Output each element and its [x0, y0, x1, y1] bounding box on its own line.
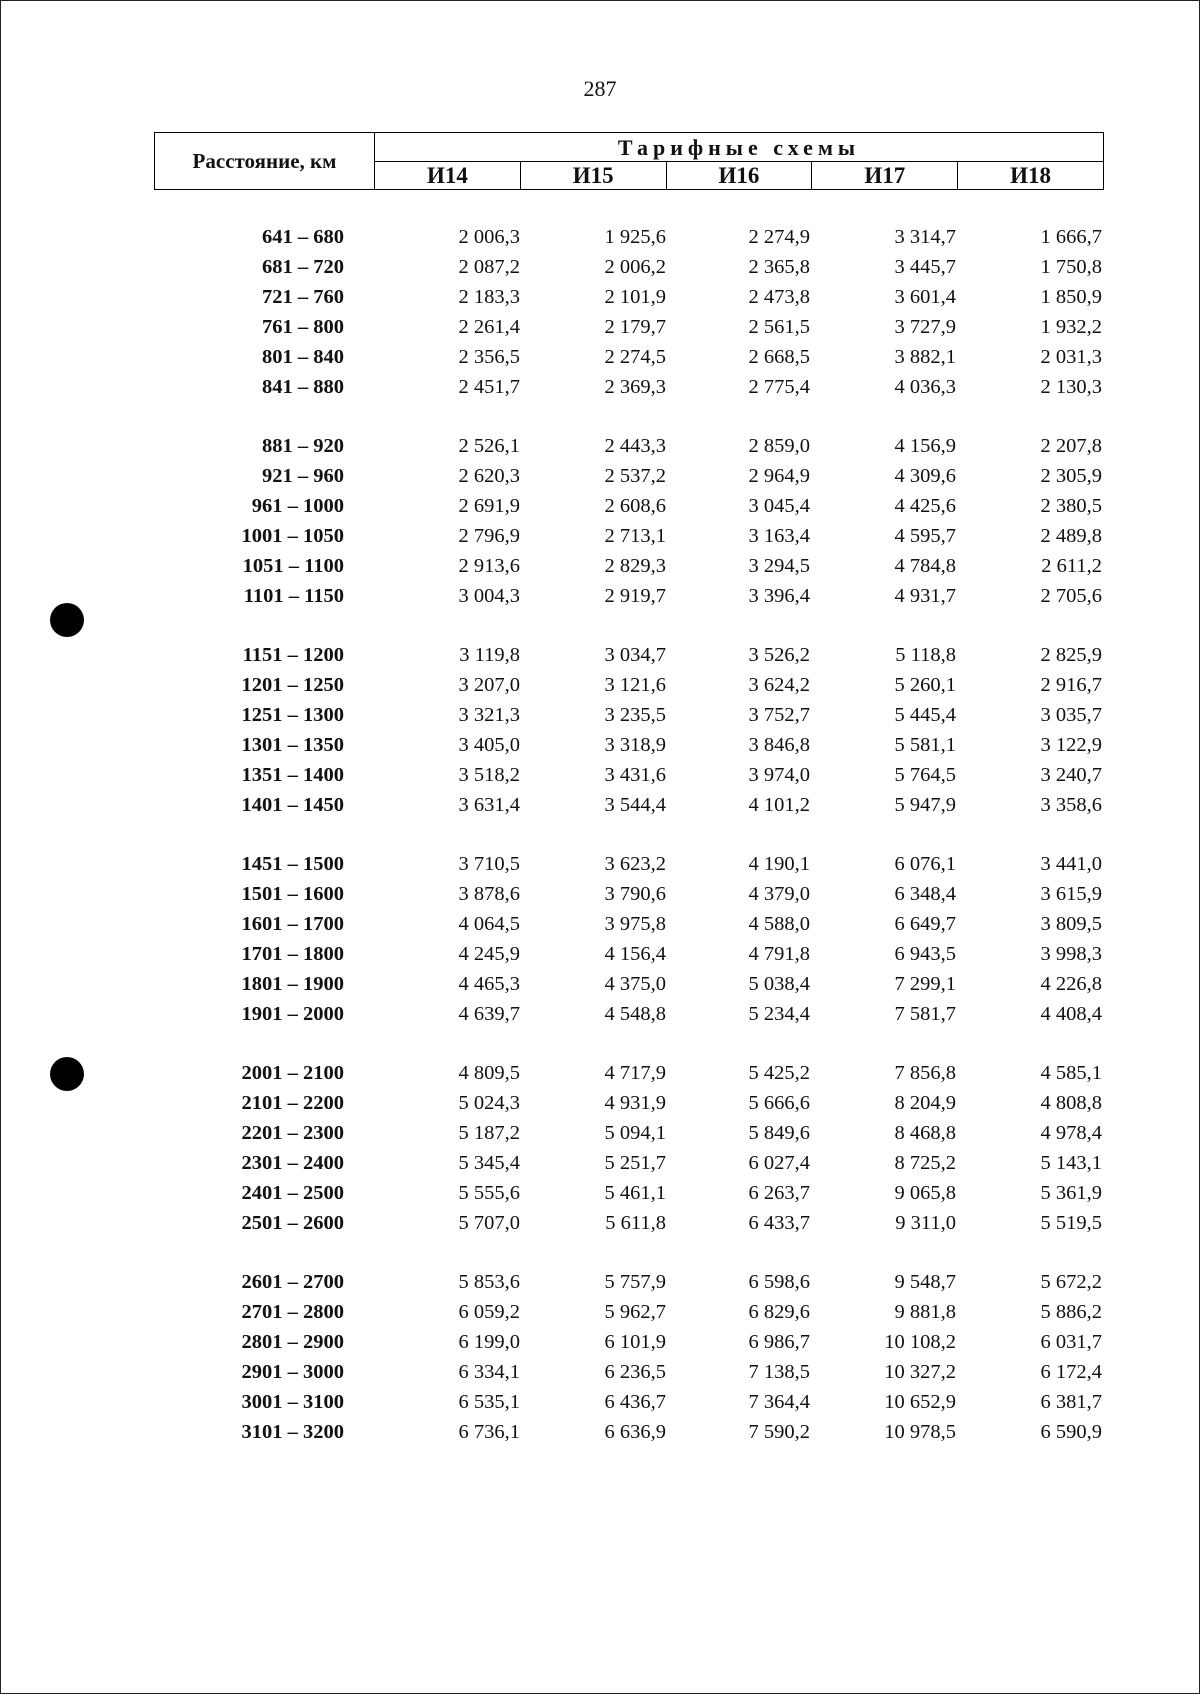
table-row	[154, 939, 1104, 969]
table-row	[154, 670, 1104, 700]
tariff-value: 3 809,5	[1040, 913, 1102, 935]
tariff-value: 5 672,2	[1040, 1271, 1102, 1293]
tariff-value: 4 375,0	[604, 973, 666, 995]
table-row	[154, 551, 1104, 581]
distance-range: 1451 – 1500	[241, 853, 344, 875]
tariff-value: 5 853,6	[458, 1271, 520, 1293]
row-group	[154, 431, 1104, 611]
tariff-value: 2 829,3	[604, 555, 666, 577]
tariff-value: 6 436,7	[604, 1391, 666, 1413]
table-row	[154, 1417, 1104, 1447]
tariff-value: 2 274,9	[748, 226, 810, 248]
table-row	[154, 1178, 1104, 1208]
tariff-value: 2 369,3	[604, 376, 666, 398]
table-row	[154, 700, 1104, 730]
tariff-value: 7 590,2	[748, 1421, 810, 1443]
tariff-value: 2 006,2	[604, 256, 666, 278]
table-row	[154, 909, 1104, 939]
punch-hole-upper	[50, 603, 84, 637]
tariff-value: 2 919,7	[604, 585, 666, 607]
tariff-value: 5 143,1	[1040, 1152, 1102, 1174]
table-row	[154, 1148, 1104, 1178]
tariff-value: 2 207,8	[1040, 435, 1102, 457]
distance-range: 1151 – 1200	[242, 644, 344, 666]
tariff-value: 5 757,9	[604, 1271, 666, 1293]
tariff-value: 3 878,6	[458, 883, 520, 905]
tariff-value: 10 652,9	[884, 1391, 956, 1413]
column-header: И15	[521, 162, 667, 189]
table-row	[154, 640, 1104, 670]
tariff-value: 3 321,3	[458, 704, 520, 726]
tariff-value: 2 620,3	[458, 465, 520, 487]
tariff-value: 6 334,1	[458, 1361, 520, 1383]
tariff-value: 4 036,3	[894, 376, 956, 398]
tariff-value: 3 318,9	[604, 734, 666, 756]
tariff-value: 4 309,6	[894, 465, 956, 487]
tariff-value: 1 932,2	[1040, 316, 1102, 338]
tariff-value: 2 101,9	[604, 286, 666, 308]
table-row	[154, 879, 1104, 909]
tariff-value: 4 717,9	[604, 1062, 666, 1084]
tariff-value: 3 314,7	[894, 226, 956, 248]
tariff-value: 5 581,1	[894, 734, 956, 756]
table-row	[154, 790, 1104, 820]
tariff-value: 4 808,8	[1040, 1092, 1102, 1114]
distance-range: 1351 – 1400	[241, 764, 344, 786]
row-group	[154, 1058, 1104, 1238]
tariff-value: 2 775,4	[748, 376, 810, 398]
tariff-value: 4 190,1	[748, 853, 810, 875]
row-group	[154, 222, 1104, 402]
tariff-value: 1 850,9	[1040, 286, 1102, 308]
tariff-value: 2 305,9	[1040, 465, 1102, 487]
distance-range: 721 – 760	[262, 286, 344, 308]
tariff-value: 5 118,8	[895, 644, 956, 666]
tariff-value: 2 451,7	[458, 376, 520, 398]
tariff-value: 6 101,9	[604, 1331, 666, 1353]
distance-range: 1801 – 1900	[241, 973, 344, 995]
tariff-value: 4 245,9	[458, 943, 520, 965]
tariff-schemes-header: Тарифные схемы	[375, 133, 1103, 162]
distance-range: 801 – 840	[262, 346, 344, 368]
tariff-value: 2 130,3	[1040, 376, 1102, 398]
distance-range: 1051 – 1100	[242, 555, 344, 577]
tariff-value: 2 691,9	[458, 495, 520, 517]
tariff-value: 2 964,9	[748, 465, 810, 487]
tariff-value: 4 226,8	[1040, 973, 1102, 995]
tariff-value: 6 027,4	[748, 1152, 810, 1174]
tariff-value: 3 163,4	[748, 525, 810, 547]
tariff-value: 2 031,3	[1040, 346, 1102, 368]
table-row	[154, 372, 1104, 402]
tariff-value: 3 624,2	[748, 674, 810, 696]
table-row	[154, 1297, 1104, 1327]
column-header: И14	[375, 162, 521, 189]
tariff-value: 4 978,4	[1040, 1122, 1102, 1144]
tariff-value: 3 601,4	[894, 286, 956, 308]
distance-range: 2701 – 2800	[241, 1301, 344, 1323]
tariff-value: 3 974,0	[748, 764, 810, 786]
tariff-value: 2 365,8	[748, 256, 810, 278]
row-group	[154, 849, 1104, 1029]
row-group	[154, 640, 1104, 820]
distance-range: 2501 – 2600	[241, 1212, 344, 1234]
tariff-table-body	[154, 222, 1104, 1476]
tariff-value: 6 381,7	[1040, 1391, 1102, 1413]
distance-range: 921 – 960	[262, 465, 344, 487]
distance-range: 881 – 920	[262, 435, 344, 457]
column-header: И16	[667, 162, 813, 189]
distance-range: 1501 – 1600	[241, 883, 344, 905]
tariff-value: 5 461,1	[604, 1182, 666, 1204]
tariff-value: 6 829,6	[748, 1301, 810, 1323]
table-header	[154, 132, 1104, 190]
tariff-value: 5 962,7	[604, 1301, 666, 1323]
tariff-value: 3 518,2	[458, 764, 520, 786]
distance-range: 961 – 1000	[251, 495, 344, 517]
tariff-value: 1 750,8	[1040, 256, 1102, 278]
tariff-value: 5 038,4	[748, 973, 810, 995]
tariff-value: 3 235,5	[604, 704, 666, 726]
tariff-value: 5 947,9	[894, 794, 956, 816]
distance-range: 1701 – 1800	[241, 943, 344, 965]
tariff-value: 9 065,8	[894, 1182, 956, 1204]
table-row	[154, 222, 1104, 252]
tariff-value: 3 045,4	[748, 495, 810, 517]
tariff-value: 10 108,2	[884, 1331, 956, 1353]
tariff-value: 5 234,4	[748, 1003, 810, 1025]
tariff-value: 6 172,4	[1040, 1361, 1102, 1383]
tariff-value: 6 076,1	[894, 853, 956, 875]
tariff-value: 3 623,2	[604, 853, 666, 875]
tariff-value: 3 882,1	[894, 346, 956, 368]
tariff-value: 7 299,1	[894, 973, 956, 995]
tariff-value: 4 408,4	[1040, 1003, 1102, 1025]
tariff-value: 2 859,0	[748, 435, 810, 457]
tariff-value: 4 809,5	[458, 1062, 520, 1084]
row-group	[154, 1267, 1104, 1447]
page-number: 287	[583, 76, 617, 101]
tariff-value: 5 187,2	[458, 1122, 520, 1144]
tariff-value: 6 590,9	[1040, 1421, 1102, 1443]
tariff-value: 10 327,2	[884, 1361, 956, 1383]
tariff-value: 4 379,0	[748, 883, 810, 905]
tariff-value: 8 725,2	[894, 1152, 956, 1174]
table-row	[154, 431, 1104, 461]
table-row	[154, 999, 1104, 1029]
tariff-value: 6 236,5	[604, 1361, 666, 1383]
tariff-value: 3 004,3	[458, 585, 520, 607]
table-row	[154, 461, 1104, 491]
distance-column-header: Расстояние, км	[155, 133, 375, 189]
table-row	[154, 342, 1104, 372]
tariff-value: 2 705,6	[1040, 585, 1102, 607]
tariff-value: 5 707,0	[458, 1212, 520, 1234]
tariff-value: 2 274,5	[604, 346, 666, 368]
tariff-value: 2 261,4	[458, 316, 520, 338]
tariff-value: 3 631,4	[458, 794, 520, 816]
distance-range: 2901 – 3000	[241, 1361, 344, 1383]
distance-range: 2101 – 2200	[241, 1092, 344, 1114]
tariff-value: 3 710,5	[458, 853, 520, 875]
tariff-value: 2 443,3	[604, 435, 666, 457]
distance-range: 1401 – 1450	[241, 794, 344, 816]
tariff-value: 7 138,5	[748, 1361, 810, 1383]
tariff-value: 3 727,9	[894, 316, 956, 338]
tariff-value: 3 396,4	[748, 585, 810, 607]
tariff-value: 5 094,1	[604, 1122, 666, 1144]
tariff-value: 6 943,5	[894, 943, 956, 965]
tariff-value: 3 975,8	[604, 913, 666, 935]
tariff-value: 4 595,7	[894, 525, 956, 547]
tariff-value: 5 260,1	[894, 674, 956, 696]
tariff-value: 5 666,6	[748, 1092, 810, 1114]
tariff-value: 3 615,9	[1040, 883, 1102, 905]
tariff-value: 4 425,6	[894, 495, 956, 517]
table-row	[154, 1327, 1104, 1357]
table-row	[154, 849, 1104, 879]
distance-range: 841 – 880	[262, 376, 344, 398]
tariff-value: 2 537,2	[604, 465, 666, 487]
table-row	[154, 1208, 1104, 1238]
table-row	[154, 1088, 1104, 1118]
distance-range: 3001 – 3100	[241, 1391, 344, 1413]
distance-range: 2301 – 2400	[241, 1152, 344, 1174]
tariff-value: 2 179,7	[604, 316, 666, 338]
tariff-value: 3 445,7	[894, 256, 956, 278]
tariff-value: 5 611,8	[605, 1212, 666, 1234]
tariff-value: 5 361,9	[1040, 1182, 1102, 1204]
distance-range: 1601 – 1700	[241, 913, 344, 935]
punch-hole-lower	[50, 1057, 84, 1091]
tariff-value: 7 856,8	[894, 1062, 956, 1084]
tariff-value: 5 345,4	[458, 1152, 520, 1174]
tariff-value: 2 916,7	[1040, 674, 1102, 696]
tariff-value: 2 561,5	[748, 316, 810, 338]
tariff-value: 9 548,7	[894, 1271, 956, 1293]
distance-range: 2001 – 2100	[241, 1062, 344, 1084]
tariff-value: 4 585,1	[1040, 1062, 1102, 1084]
tariff-value: 3 544,4	[604, 794, 666, 816]
distance-range: 1001 – 1050	[241, 525, 344, 547]
distance-range: 1901 – 2000	[241, 1003, 344, 1025]
tariff-value: 3 752,7	[748, 704, 810, 726]
tariff-value: 7 581,7	[894, 1003, 956, 1025]
column-header: И18	[1010, 163, 1052, 188]
tariff-value: 4 156,4	[604, 943, 666, 965]
table-row	[154, 1357, 1104, 1387]
tariff-value: 4 784,8	[894, 555, 956, 577]
tariff-value: 2 183,3	[458, 286, 520, 308]
tariff-value: 2 473,8	[748, 286, 810, 308]
tariff-value: 5 886,2	[1040, 1301, 1102, 1323]
tariff-value: 3 121,6	[604, 674, 666, 696]
table-row	[154, 282, 1104, 312]
tariff-value: 4 639,7	[458, 1003, 520, 1025]
tariff-value: 3 240,7	[1040, 764, 1102, 786]
tariff-value: 2 611,2	[1041, 555, 1102, 577]
tariff-value: 3 431,6	[604, 764, 666, 786]
tariff-value: 2 713,1	[604, 525, 666, 547]
tariff-value: 2 825,9	[1040, 644, 1102, 666]
tariff-value: 5 519,5	[1040, 1212, 1102, 1234]
distance-range: 761 – 800	[262, 316, 344, 338]
table-row	[154, 969, 1104, 999]
tariff-value: 6 598,6	[748, 1271, 810, 1293]
tariff-value: 2 087,2	[458, 256, 520, 278]
tariff-value: 7 364,4	[748, 1391, 810, 1413]
table-row	[154, 521, 1104, 551]
tariff-value: 5 445,4	[894, 704, 956, 726]
tariff-value: 6 031,7	[1040, 1331, 1102, 1353]
tariff-value: 4 101,2	[748, 794, 810, 816]
table-row	[154, 1387, 1104, 1417]
tariff-value: 3 294,5	[748, 555, 810, 577]
tariff-value: 4 931,7	[894, 585, 956, 607]
table-row	[154, 760, 1104, 790]
tariff-value: 3 122,9	[1040, 734, 1102, 756]
tariff-value: 10 978,5	[884, 1421, 956, 1443]
distance-range: 681 – 720	[262, 256, 344, 278]
tariff-value: 6 059,2	[458, 1301, 520, 1323]
distance-range: 2201 – 2300	[241, 1122, 344, 1144]
tariff-value: 2 796,9	[458, 525, 520, 547]
table-row	[154, 581, 1104, 611]
tariff-value: 3 358,6	[1040, 794, 1102, 816]
tariff-value: 4 791,8	[748, 943, 810, 965]
table-row	[154, 1118, 1104, 1148]
tariff-value: 8 468,8	[894, 1122, 956, 1144]
tariff-value: 2 380,5	[1040, 495, 1102, 517]
tariff-value: 6 535,1	[458, 1391, 520, 1413]
tariff-value: 5 849,6	[748, 1122, 810, 1144]
tariff-value: 9 311,0	[895, 1212, 956, 1234]
distance-range: 641 – 680	[262, 226, 344, 248]
tariff-value: 3 846,8	[748, 734, 810, 756]
tariff-value: 3 119,8	[459, 644, 520, 666]
tariff-value: 6 649,7	[894, 913, 956, 935]
column-header: И17	[812, 162, 958, 189]
distance-range: 1301 – 1350	[241, 734, 344, 756]
tariff-value: 2 356,5	[458, 346, 520, 368]
tariff-value: 3 207,0	[458, 674, 520, 696]
tariff-value: 2 489,8	[1040, 525, 1102, 547]
tariff-value: 3 035,7	[1040, 704, 1102, 726]
distance-range: 2401 – 2500	[241, 1182, 344, 1204]
tariff-value: 6 736,1	[458, 1421, 520, 1443]
table-row	[154, 312, 1104, 342]
tariff-value: 3 790,6	[604, 883, 666, 905]
distance-range: 1201 – 1250	[241, 674, 344, 696]
table-row	[154, 730, 1104, 760]
tariff-value: 6 348,4	[894, 883, 956, 905]
tariff-value: 4 156,9	[894, 435, 956, 457]
tariff-value: 1 666,7	[1040, 226, 1102, 248]
tariff-value: 6 199,0	[458, 1331, 520, 1353]
tariff-value: 2 608,6	[604, 495, 666, 517]
tariff-value: 5 764,5	[894, 764, 956, 786]
tariff-value: 4 548,8	[604, 1003, 666, 1025]
table-row	[154, 491, 1104, 521]
tariff-value: 4 064,5	[458, 913, 520, 935]
tariff-value: 6 986,7	[748, 1331, 810, 1353]
tariff-value: 3 998,3	[1040, 943, 1102, 965]
distance-range: 2801 – 2900	[241, 1331, 344, 1353]
table-row	[154, 1267, 1104, 1297]
distance-range: 3101 – 3200	[241, 1421, 344, 1443]
tariff-value: 3 526,2	[748, 644, 810, 666]
distance-range: 1101 – 1150	[243, 585, 344, 607]
tariff-value: 5 024,3	[458, 1092, 520, 1114]
tariff-value: 5 425,2	[748, 1062, 810, 1084]
tariff-value: 2 006,3	[458, 226, 520, 248]
tariff-value: 5 251,7	[604, 1152, 666, 1174]
tariff-value: 3 441,0	[1040, 853, 1102, 875]
tariff-value: 3 405,0	[458, 734, 520, 756]
distance-range: 1251 – 1300	[241, 704, 344, 726]
tariff-value: 2 668,5	[748, 346, 810, 368]
tariff-value: 5 555,6	[458, 1182, 520, 1204]
tariff-value: 6 263,7	[748, 1182, 810, 1204]
tariff-value: 4 931,9	[604, 1092, 666, 1114]
tariff-value: 2 913,6	[458, 555, 520, 577]
tariff-value: 9 881,8	[894, 1301, 956, 1323]
scheme-column-headers	[375, 162, 1103, 189]
table-row	[154, 1058, 1104, 1088]
tariff-value: 8 204,9	[894, 1092, 956, 1114]
tariff-value: 2 526,1	[458, 435, 520, 457]
table-row	[154, 252, 1104, 282]
tariff-value: 1 925,6	[604, 226, 666, 248]
distance-range: 2601 – 2700	[241, 1271, 344, 1293]
tariff-value: 6 433,7	[748, 1212, 810, 1234]
tariff-value: 4 588,0	[748, 913, 810, 935]
tariff-value: 4 465,3	[458, 973, 520, 995]
tariff-value: 3 034,7	[604, 644, 666, 666]
tariff-value: 6 636,9	[604, 1421, 666, 1443]
